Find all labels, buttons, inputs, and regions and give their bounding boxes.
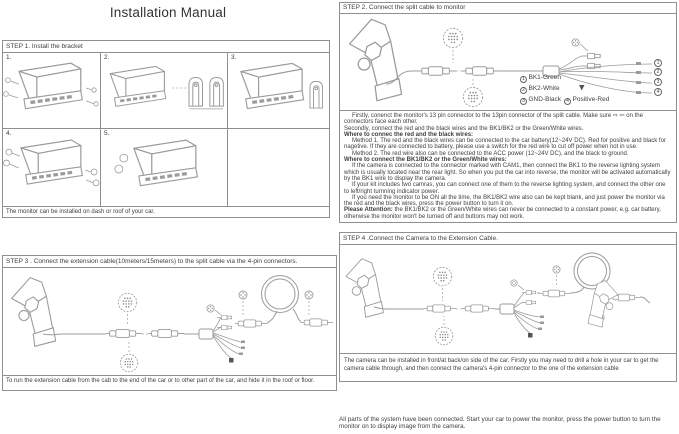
instruction-paragraph: Firstly, conenct the monitor's 13 pin connector to the 13pin connector of the split cable. Make sure ⇨ ⇦ on the connectors face each other. [344,113,643,126]
page-title: Installation Manual [109,5,227,20]
monitor-knobs-attached-illustration [101,132,227,202]
pin13-connector-icon [433,267,451,285]
fuse-tag-marker [579,85,585,91]
pinface-icon [553,266,560,273]
step2-header: STEP 2. Connect the split cable to monitor [340,3,676,14]
monitor-bracket-attached-illustration [228,56,329,126]
step3-extension-cable-diagram [3,268,336,375]
monitor-bracket-illustration [101,56,227,126]
panel-number: 1. [6,54,12,61]
instruction-paragraph: If your kit includes two camras, you can connect one of them to the reverse lighting system, and connect the other one to left/right turnning indicator power. [344,182,666,195]
bracket-panel-1 [3,53,101,129]
footer-note: All parts of the system have been connected. Start your car to power the monitor, press the power button to turn the monitor on to display image from the camera. [339,416,661,431]
instruction-paragraph: If the camera is connected to the connector marked with CAM1, then connect the BK1 to the reverse lighting system which is usually located near the rear light. So when you put the car into reverse, the monitor will be activated automatically by the BK1 wire to display the camera. [344,163,671,182]
camera-illustration [588,281,618,328]
bracket-panel-4 [3,129,101,206]
step2-box [339,2,677,223]
step1-box [2,40,330,218]
instruction-paragraph: Method 1. The red and the black wires can be connected to the car battery(12~24V DC). Red for positive and black for nagetive. If they are connected to battery, please use a switch for the red wire to cut off power when not in use. [344,138,666,151]
pin13-connector-icon [443,28,462,47]
rca-plug-icon [582,53,600,58]
step3-box [2,255,337,391]
pinface-icon [207,305,214,312]
panel-number: 4. [6,130,12,137]
pin13-connector-icon [463,87,482,106]
monitor-knobs-illustration [3,132,100,202]
instruction-heading: Where to connec the red and the black wires: [344,131,474,138]
wire-label-bk2-white: 2 BK2-White [520,85,560,94]
step1-caption: The monitor can be installed on dash or roof of your car. [3,206,329,218]
step4-camera-connection-diagram [340,245,676,353]
instruction-paragraph: Method 2. The red wire also can be connected to the ACC power (12~24V DC), and the black to ground. [352,150,629,157]
attention-note: Please Attention: the BK1/BK2 or the Green/White wires can never be connected to a constant power, e.g. car battery, otherwise the monitor won't be turned off and buttons may not work. [344,207,661,220]
pinface-icon [305,291,313,299]
bracket-panel-5 [101,129,228,206]
wire-number-badge: 2 [654,68,662,76]
fuse-tag-marker [229,358,234,363]
step3-header: STEP 3 . Connect the extension cable(10meters/15meters) to the split cable via the 4-pin connectors. [3,256,336,268]
pin13-connector-icon [120,354,138,372]
pin13-connector-icon [118,293,136,311]
pinface-icon [239,291,247,299]
camera-connection-illustration [340,245,676,353]
step2-split-cable-diagram [340,14,676,111]
pinface-icon [511,280,517,286]
wire-label-positive-red: 4 Positive-Red [564,96,609,105]
step4-box [339,232,677,382]
cable-coil [262,276,299,313]
rca-plug-icon [217,325,232,329]
wire-label-gnd-black: 3 GND-Black [520,96,561,105]
instruction-heading: Where to connect the BK1/BK2 or the Green/White wires: [344,157,507,164]
wire-label-bk1-green: 1 BK1-Green [520,74,561,83]
bracket-panel-3 [228,53,329,129]
rca-plug-icon [217,315,232,319]
wire-number-badge: 3 [654,78,662,86]
panel-number: 2. [104,54,110,61]
instruction-paragraph: If you need the monitor to be ON all the time, the BK1/BK2 wire also can be kept blank, and just power the monitor via the red and the black wires, press the power button to turn it on. [344,194,665,208]
wire-number-badge: 1 [654,59,662,67]
step3-caption: To run the extension cable from the cab to the end of the car or to other part of the car, and hide it in the roof or floor. [3,375,336,387]
split-cable-illustration [340,14,676,110]
panel-number: 3. [231,54,237,61]
pin13-connector-icon [435,327,453,345]
rca-plug-icon [522,300,536,304]
bracket-panel-2 [101,53,228,129]
fuse-tag-marker [528,333,533,338]
step4-header: STEP 4 .Connect the Camera to the Extension Cable. [340,233,676,245]
instruction-paragraph: Secondly, connect the red and the black wires and the BK1/BK2 or the Green/White wires. [344,125,584,132]
pinface-icon [572,39,579,46]
rca-plug-icon [522,290,536,294]
bracket-panel-6-empty [228,129,329,206]
step1-panel-grid [3,53,329,206]
extension-cable-illustration [3,268,336,375]
panel-number: 5. [104,130,110,137]
step2-instructions [340,111,676,220]
step4-caption: The camera can be installed in front/at back/on side of the car. Firstly you may need to drill a hole in your car to get the camera cable through, and then connect the camera's 4-pin connector to the one of the extension cable [340,353,676,376]
step1-header: STEP 1. Install the bracket [3,41,329,53]
monitor-screws-illustration [3,56,100,126]
wire-number-badge: 4 [654,88,662,96]
